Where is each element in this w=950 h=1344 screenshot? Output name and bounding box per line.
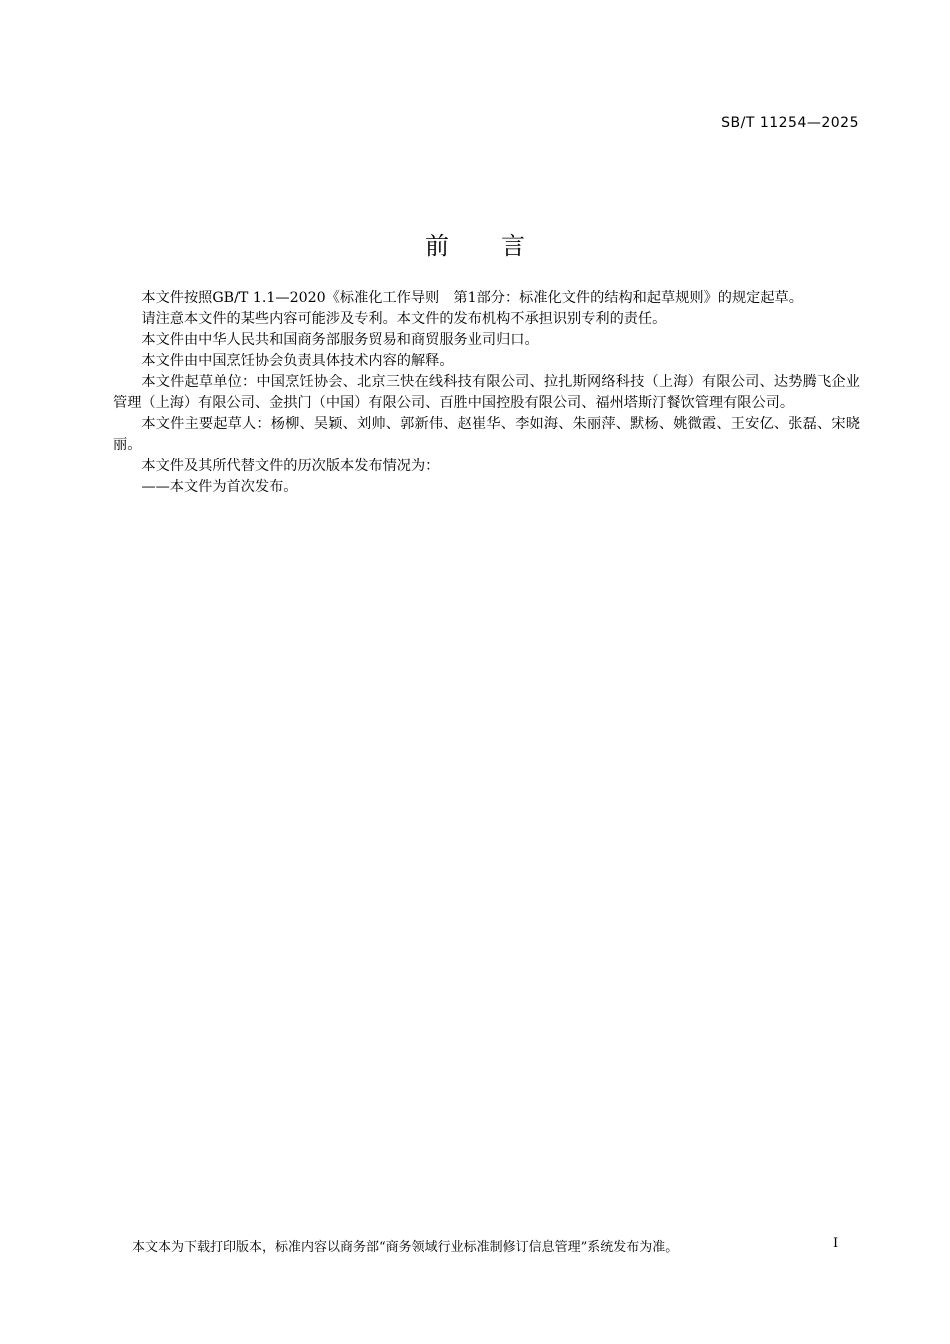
- paragraph-drafting-rules: 本文件按照GB/T 1.1—2020《标准化工作导则 第1部分：标准化文件的结构和起草规则》的规定起草。: [141, 290, 803, 306]
- paragraph-responsible-dept: 本文件由中华人民共和国商务部服务贸易和商贸服务业司归口。: [141, 332, 539, 348]
- standard-number: SB/T 11254—2025: [721, 115, 859, 131]
- page-number: I: [833, 1236, 839, 1251]
- page-title: [0, 226, 950, 261]
- title-char-2: 言: [501, 232, 525, 260]
- paragraph-drafters: 本文件主要起草人：杨柳、吴颖、刘帅、郭新伟、赵崔华、李如海、朱丽萍、默杨、姚微霞、王安亿、张磊、宋晓丽。: [113, 416, 860, 453]
- footer-note: 本文本为下载打印版本，标准内容以商务部“商务领域行业标准制修订信息管理”系统发布为准。: [132, 1240, 679, 1255]
- paragraph-version-history: 本文件及其所代替文件的历次版本发布情况为：: [141, 458, 440, 474]
- title-char-1: 前: [425, 232, 449, 260]
- paragraph-interpretation: 本文件由中国烹饪协会负责具体技术内容的解释。: [141, 353, 454, 369]
- paragraph-drafting-units: 本文件起草单位：中国烹饪协会、北京三快在线科技有限公司、拉扎斯网络科技（上海）有限公司、达势腾飞企业管理（上海）有限公司、金拱门（中国）有限公司、百胜中国控股有限公司、福州塔斯汀餐饮管理有限公司。: [113, 374, 860, 411]
- foreword-body: [113, 288, 860, 498]
- paragraph-patent-notice: 请注意本文件的某些内容可能涉及专利。本文件的发布机构不承担识别专利的责任。: [141, 311, 667, 327]
- paragraph-first-release: ——本文件为首次发布。: [141, 479, 298, 495]
